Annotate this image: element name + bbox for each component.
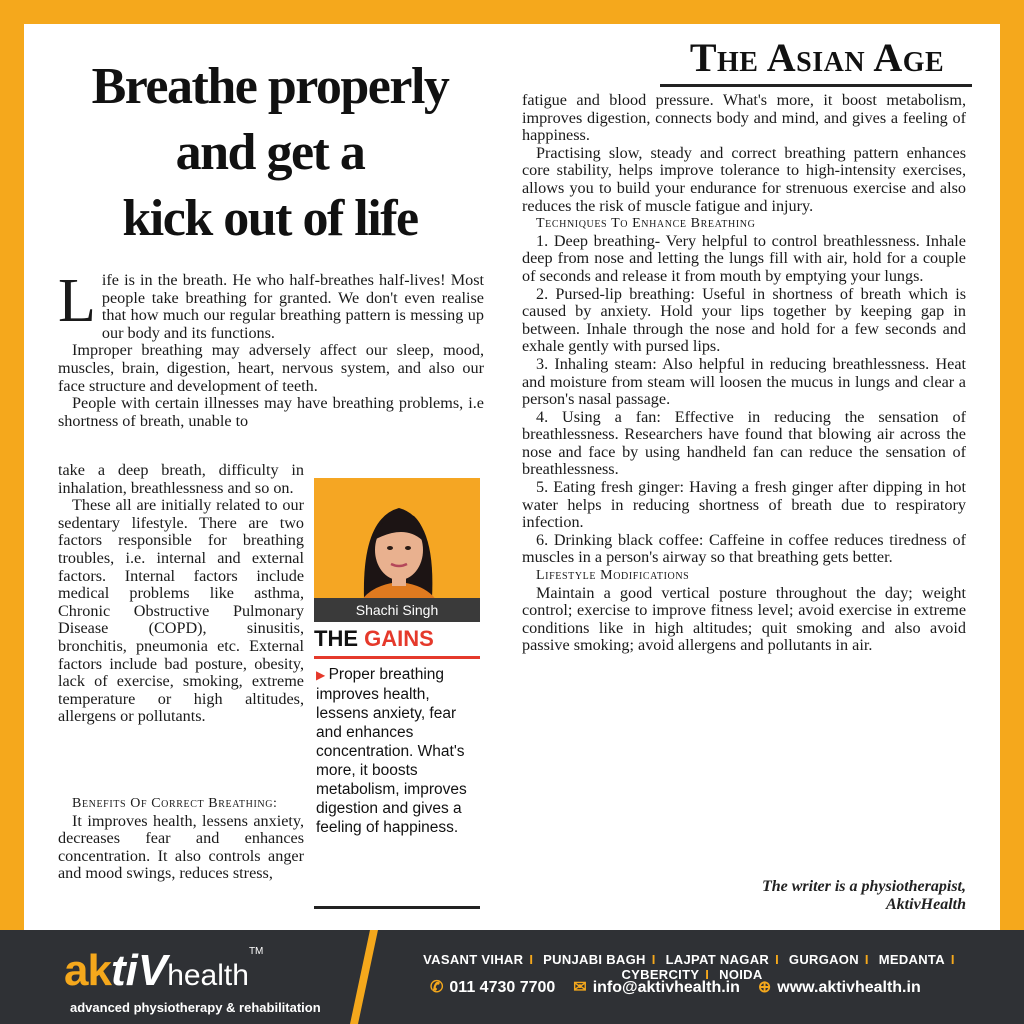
location-list: VASANT VIHAR I PUNJABI BAGH I LAJPAT NAGAR I GURGAON I MEDANTA I CYBERCITY I NOIDA bbox=[423, 952, 955, 982]
article-column-left-bottom bbox=[58, 795, 304, 883]
location-item: CYBERCITY bbox=[621, 967, 700, 982]
paragraph bbox=[58, 267, 484, 342]
paragraph-text: ife is in the breath. He who half-breathes half-lives! Most people take breathing for granted. We don't even realise that how much our regular breathing pattern is messing up our body and its functions. bbox=[101, 271, 484, 342]
contact-row bbox=[430, 977, 990, 997]
article-column-right bbox=[522, 92, 966, 655]
gains-title bbox=[314, 626, 480, 659]
paragraph: Practising slow, steady and correct breathing pattern enhances core stability, helps improve tolerance to high-intensity exercises, allows you to build your endurance for strenuous exercise and also reduces the risk of muscle fatigue and injury. bbox=[522, 143, 966, 215]
gains-text: Proper breathing improves health, lessens anxiety, fear and enhances concentration. What's more, it boosts metabolism, improves digestion and gives a feeling of happiness. bbox=[316, 666, 467, 836]
article-column-left-top bbox=[58, 267, 484, 430]
article-column-left-narrow bbox=[58, 462, 304, 726]
brand-logo bbox=[64, 946, 263, 996]
paragraph: People with certain illnesses may have breathing problems, i.e shortness of breath, unable to bbox=[58, 394, 484, 430]
location-item: VASANT VIHAR bbox=[423, 952, 524, 967]
masthead: The Asian Age bbox=[689, 35, 945, 80]
globe-icon: ⊕ bbox=[757, 979, 772, 996]
paragraph: take a deep breath, difficulty in inhalation, breathlessness and so on. bbox=[58, 461, 304, 497]
writer-line-1: The writer is a physiotherapist, bbox=[761, 878, 966, 895]
contact-email bbox=[573, 977, 740, 997]
technique-item: 3. Inhaling steam: Also helpful in reducing breathlessness. Heat and moisture from steam will loosen the mucus in lungs and clear a person's nasal passage. bbox=[522, 354, 966, 409]
headline bbox=[40, 54, 500, 252]
writer-credit bbox=[600, 878, 966, 914]
masthead-rule bbox=[660, 84, 972, 87]
brand-health: health bbox=[167, 959, 249, 992]
subheading: Techniques To Enhance Breathing bbox=[536, 216, 756, 232]
contact-phone bbox=[430, 977, 555, 997]
paragraph: Improper breathing may adversely affect our sleep, mood, muscles, brain, digestion, heart, nervous system, and also our face structure and development of teeth. bbox=[58, 341, 484, 395]
headline-line-1: Breathe properly bbox=[91, 58, 449, 115]
paragraph: It improves health, lessens anxiety, decreases fear and enhances concentration. It also controls anger and mood swings, reduces stress, bbox=[58, 811, 304, 883]
subheading: Benefits Of Correct Breathing: bbox=[72, 796, 278, 811]
website: www.aktivhealth.in bbox=[777, 979, 921, 996]
email-address: info@aktivhealth.in bbox=[592, 979, 740, 996]
location-item: MEDANTA bbox=[878, 952, 945, 967]
photo-caption: Shachi Singh bbox=[314, 598, 480, 622]
location-item: LAJPAT NAGAR bbox=[665, 952, 770, 967]
gains-title-a: THE bbox=[314, 626, 365, 651]
technique-item: 6. Drinking black coffee: Caffeine in coffee reduces tiredness of muscles in a person's airway so that breathing gets better. bbox=[522, 530, 966, 567]
headline-line-3: kick out of life bbox=[122, 190, 418, 247]
brand-tiv: tiV bbox=[110, 946, 168, 995]
gains-bottom-rule bbox=[314, 906, 480, 909]
phone-number: 011 4730 7700 bbox=[449, 979, 556, 996]
bullet-triangle-icon: ▶ bbox=[316, 668, 329, 682]
brand-tagline: advanced physiotherapy & rehabilitation bbox=[70, 1000, 321, 1015]
brand-tm: TM bbox=[248, 946, 264, 957]
headline-line-2: and get a bbox=[175, 124, 365, 181]
paragraph: These all are initially related to our sedentary lifestyle. There are two factors responsible for breathing troubles, i.e. internal and external factors. Internal factors include medical problems like asthma, Chronic Obstructive Pulmonary Disease (COPD), sinusitis, bronchitis, pneumonia etc. External factors include bad posture, obesity, lack of exercise, smoking, extreme temperature or high altitudes, allergens or pollutants. bbox=[58, 496, 304, 726]
technique-item: 1. Deep breathing- Very helpful to control breathlessness. Inhale deep from nose and letting the lungs fill with air, hold for a couple of seconds and release it from mouth by emptying your lungs. bbox=[522, 231, 966, 285]
location-item: NOIDA bbox=[719, 967, 763, 982]
writer-line-2: AktivHealth bbox=[886, 896, 966, 913]
technique-item: 5. Eating fresh ginger: Having a fresh ginger after dipping in hot water helps in reducing shortness of breath due to respiratory infection. bbox=[522, 478, 966, 532]
contact-web bbox=[758, 977, 921, 997]
location-item: GURGAON bbox=[788, 952, 859, 967]
technique-item: 2. Pursed-lip breathing: Useful in shortness of breath which is caused by anxiety. Hold your lips together by keeping gap in between. Inhale through the nose and hold for a few seconds and exhale gently with pursed lips. bbox=[522, 284, 966, 356]
drop-cap: L bbox=[58, 267, 96, 335]
paragraph: Maintain a good vertical posture throughout the day; weight control; exercise to improve fitness level; avoid exercise in extreme conditions like in high altitudes; quit smoking and also avoid passive smoking; avoid allergens and pollutants in air. bbox=[522, 583, 966, 655]
paragraph: fatigue and blood pressure. What's more, it boost metabolism, improves digestion, connects body and mind, and gives a feeling of happiness. bbox=[522, 91, 966, 145]
location-item: PUNJABI BAGH bbox=[543, 952, 646, 967]
phone-icon: ✆ bbox=[430, 979, 444, 996]
gains-title-b: GAINS bbox=[364, 626, 434, 651]
brand-ak: ak bbox=[64, 946, 111, 995]
gains-box bbox=[316, 665, 480, 837]
subheading: Lifestyle Modifications bbox=[536, 568, 690, 584]
mail-icon: ✉ bbox=[573, 979, 587, 996]
technique-item: 4. Using a fan: Effective in reducing the sensation of breathlessness. Researchers have found that blowing air across the nose and face by using handheld fan can reduce the sensation of breathlessness. bbox=[522, 407, 966, 479]
